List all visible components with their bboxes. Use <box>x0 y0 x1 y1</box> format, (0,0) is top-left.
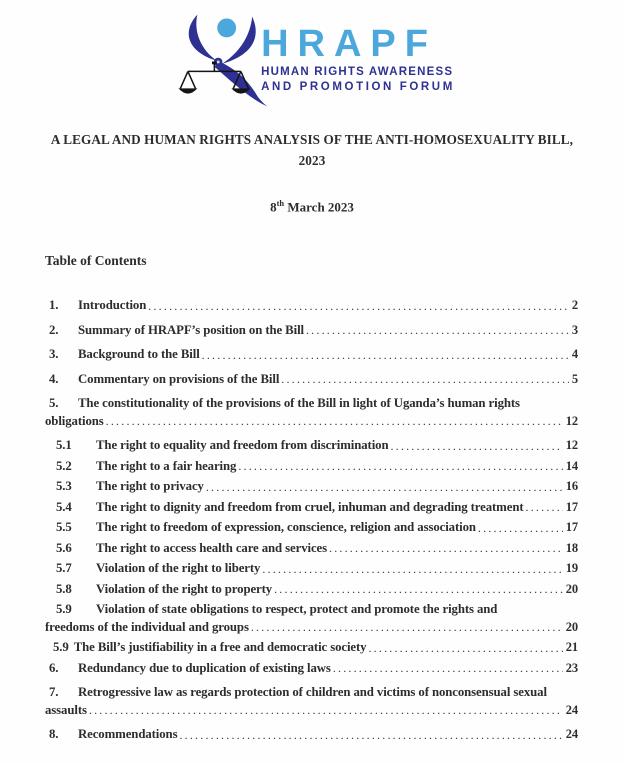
toc-page-number: 17 <box>565 520 578 535</box>
toc-entry <box>45 726 578 744</box>
toc-entry-link[interactable] <box>45 458 578 476</box>
toc-dot-leader <box>526 499 563 517</box>
toc-entry-link[interactable] <box>45 519 578 537</box>
toc-entry-number: 5. <box>49 396 59 411</box>
toc-dot-leader <box>202 346 569 364</box>
toc-entry-text: The right to access health care and services <box>96 540 327 555</box>
toc-entry-link[interactable] <box>45 639 578 657</box>
toc-entry-link[interactable] <box>45 581 578 599</box>
toc-entry-link[interactable] <box>45 684 578 702</box>
toc-entry <box>45 437 578 455</box>
toc-list <box>45 297 578 744</box>
toc-entry <box>45 560 578 578</box>
toc-entry-number: 5.4 <box>56 499 72 514</box>
toc-entry-number: 5.9 <box>56 602 72 617</box>
toc-dot-leader <box>281 371 569 389</box>
toc-dot-leader <box>368 639 562 657</box>
toc-entry-text: Recommendations <box>78 727 178 742</box>
toc-entry-text: The right to privacy <box>96 479 204 494</box>
toc-entry-text: Introduction <box>78 298 147 313</box>
toc-entry-text: obligations <box>45 413 104 428</box>
document-title-line2: 2023 <box>298 153 326 168</box>
toc-dot-leader <box>148 297 569 315</box>
toc-page-number: 20 <box>565 619 578 634</box>
toc-entry <box>45 519 578 537</box>
toc-entry-number: 3. <box>49 347 59 362</box>
toc-entry <box>45 458 578 476</box>
toc-entry-number: 5.6 <box>56 540 72 555</box>
toc-entry-text: Redundancy due to duplication of existing laws <box>78 660 331 675</box>
toc-entry-link[interactable] <box>45 702 578 720</box>
toc-page-number: 16 <box>565 479 578 494</box>
toc-dot-leader <box>333 660 563 678</box>
toc-page-number: 23 <box>565 660 578 675</box>
toc-heading: Table of Contents <box>45 253 147 269</box>
person-with-scales-of-justice-icon <box>169 11 273 111</box>
toc-page-number: 4 <box>571 347 578 362</box>
toc-entry <box>45 346 578 364</box>
toc-entry <box>45 478 578 496</box>
toc-page-number: 3 <box>571 322 578 337</box>
toc-page-number: 19 <box>565 561 578 576</box>
toc-entry-text: Violation of the right to liberty <box>96 561 261 576</box>
toc-entry-text: Violation of the right to property <box>96 581 273 596</box>
toc-entry-link[interactable] <box>45 371 578 389</box>
toc-entry-link[interactable] <box>45 478 578 496</box>
toc-dot-leader <box>478 519 563 537</box>
toc-dot-leader <box>238 458 562 476</box>
toc-dot-leader <box>329 540 563 558</box>
logo-tagline-line1: HUMAN RIGHTS AWARENESS <box>261 66 454 78</box>
date-ordinal: th <box>276 198 285 208</box>
toc-entry-text: Commentary on provisions of the Bill <box>78 371 280 386</box>
toc-dot-leader <box>251 619 563 637</box>
toc-entry-text: assaults <box>45 702 87 717</box>
toc-entry-link[interactable] <box>45 619 578 637</box>
document-title-line1: A LEGAL AND HUMAN RIGHTS ANALYSIS OF THE ANTI-HOMOSEXUALITY BILL, <box>50 132 574 147</box>
toc-entry-link[interactable] <box>45 322 578 340</box>
toc-dot-leader <box>106 413 563 431</box>
toc-entry-link[interactable] <box>45 499 578 517</box>
toc-entry-text: freedoms of the individual and groups <box>45 619 249 634</box>
toc-entry <box>45 660 578 678</box>
toc-page-number: 17 <box>565 499 578 514</box>
hrapf-logo <box>0 0 624 110</box>
toc-entry <box>45 601 578 636</box>
toc-entry <box>45 395 578 430</box>
toc-dot-leader <box>306 322 569 340</box>
toc-entry-number: 5.8 <box>56 581 72 596</box>
date-rest: March 2023 <box>284 199 354 215</box>
toc-entry-link[interactable] <box>45 297 578 315</box>
toc-dot-leader <box>179 726 562 744</box>
toc-entry-text: The right to a fair hearing <box>96 458 237 473</box>
toc-entry-number: 5.9 <box>53 640 69 655</box>
toc-entry-text: Retrogressive law as regards protection of children and victims of nonconsensual sexual <box>78 685 547 700</box>
toc-page-number: 14 <box>565 458 578 473</box>
toc-entry-link[interactable] <box>45 560 578 578</box>
toc-entry-link[interactable] <box>45 413 578 431</box>
toc-entry <box>45 639 578 657</box>
toc-entry-text: The right to dignity and freedom from cruel, inhuman and degrading treatment <box>96 499 524 514</box>
document-title <box>40 129 584 171</box>
toc-entry <box>45 581 578 599</box>
toc-entry-link[interactable] <box>45 540 578 558</box>
toc-entry-link[interactable] <box>45 601 578 619</box>
toc-entry-link[interactable] <box>45 437 578 455</box>
toc-page-number: 12 <box>565 413 578 428</box>
toc-page-number: 5 <box>571 371 578 386</box>
toc-page-number: 24 <box>565 727 578 742</box>
toc-entry <box>45 322 578 340</box>
logo-tagline-line2: AND PROMOTION FORUM <box>261 80 455 93</box>
toc-entry-number: 6. <box>49 660 59 675</box>
toc-entry-text: The right to equality and freedom from discrimination <box>96 438 389 453</box>
toc-entry <box>45 684 578 719</box>
toc-entry-link[interactable] <box>45 660 578 678</box>
toc-page-number: 18 <box>565 540 578 555</box>
toc-dot-leader <box>390 437 562 455</box>
toc-entry <box>45 499 578 517</box>
toc-dot-leader <box>262 560 562 578</box>
date-day: 8 <box>270 199 277 215</box>
toc-entry-link[interactable] <box>45 726 578 744</box>
toc-entry-text: The constitutionality of the provisions of the Bill in light of Uganda’s human rights <box>78 396 520 411</box>
document-date <box>0 198 624 215</box>
toc-dot-leader <box>89 702 563 720</box>
toc-entry-number: 1. <box>49 298 59 313</box>
toc-entry-number: 5.5 <box>56 520 72 535</box>
toc-entry-number: 8. <box>49 727 59 742</box>
toc-dot-leader <box>274 581 563 599</box>
toc-entry-text: Summary of HRAPF’s position on the Bill <box>78 322 304 337</box>
toc-entry-text: The Bill’s justifiability in a free and democratic society <box>73 640 367 655</box>
toc-entry-number: 5.3 <box>56 479 72 494</box>
logo-text-block <box>261 23 455 94</box>
toc-entry-link[interactable] <box>45 395 578 413</box>
logo-acronym: HRAPF <box>261 23 437 65</box>
toc-entry-number: 2. <box>49 322 59 337</box>
toc-entry <box>45 297 578 315</box>
toc-page-number: 20 <box>565 581 578 596</box>
toc-entry-text: Violation of state obligations to respect, protect and promote the rights and <box>96 602 498 617</box>
toc-page-number: 12 <box>565 438 578 453</box>
toc-entry-text: Background to the Bill <box>78 347 200 362</box>
toc-entry-number: 5.2 <box>56 458 72 473</box>
toc-entry-number: 5.1 <box>56 438 72 453</box>
toc-entry-link[interactable] <box>45 346 578 364</box>
toc-entry-number: 5.7 <box>56 561 72 576</box>
toc-page-number: 21 <box>565 640 578 655</box>
toc-dot-leader <box>206 478 563 496</box>
toc-entry <box>45 371 578 389</box>
toc-page-number: 24 <box>565 702 578 717</box>
toc-entry-text: The right to freedom of expression, conscience, religion and association <box>96 520 476 535</box>
toc-entry-number: 7. <box>49 685 59 700</box>
toc-entry-number: 4. <box>49 371 59 386</box>
toc-entry <box>45 540 578 558</box>
toc-page-number: 2 <box>571 298 578 313</box>
